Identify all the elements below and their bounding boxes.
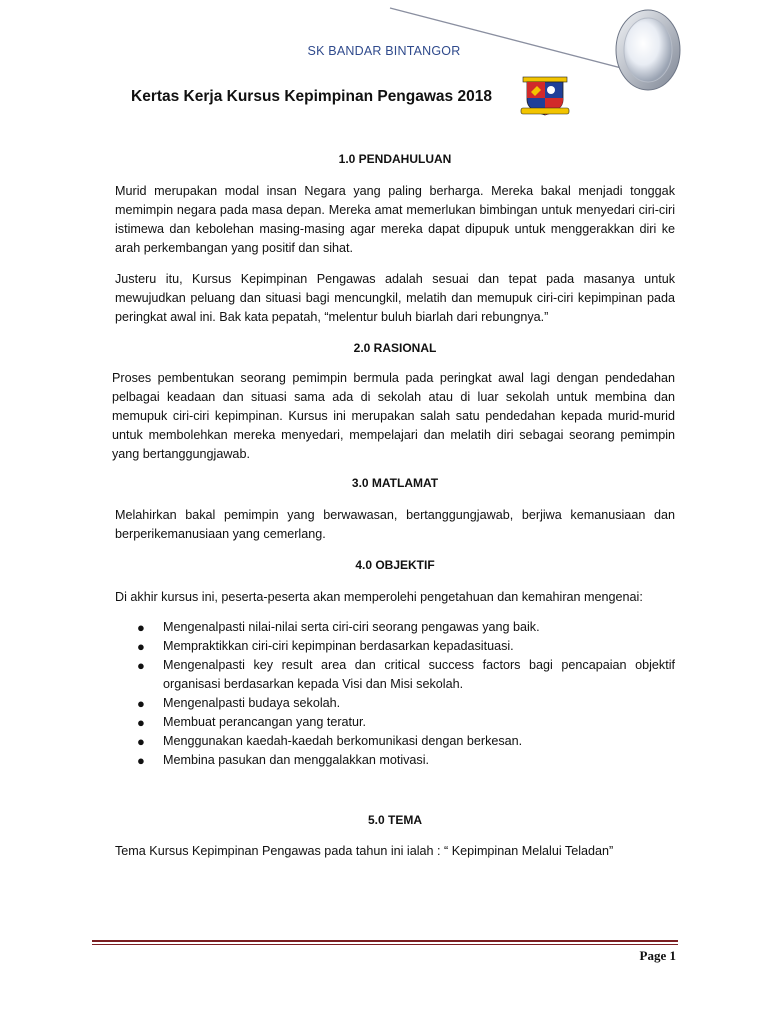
footer-divider: [92, 940, 678, 946]
paragraph-tema: Tema Kursus Kepimpinan Pengawas pada tahun ini ialah : “ Kepimpinan Melalui Teladan”: [115, 844, 614, 858]
page-number: Page 1: [639, 948, 676, 963]
objective-list: [115, 618, 675, 770]
section-heading-matlamat: 3.0 MATLAMAT: [351, 476, 439, 490]
list-item-text: Membuat perancangan yang teratur.: [163, 715, 367, 729]
section-heading-objektif: 4.0 OBJEKTIF: [355, 558, 435, 572]
bullet-icon: ●: [137, 639, 145, 654]
bullet-icon: ●: [137, 658, 145, 673]
bullet-icon: ●: [137, 715, 145, 730]
paragraph-pendahuluan-2: Justeru itu, Kursus Kepimpinan Pengawas adalah sesuai dan tepat pada masanya untuk mewujudkan peluang dan situasi bagi mencungkil, melatih dan memupuk ciri-ciri kepimpinan pada peringkat awal ini. Bak kata pepatah, “melentur buluh biarlah dari rebungnya.”: [115, 272, 675, 324]
school-name: SK BANDAR BINTANGOR: [307, 44, 461, 58]
list-item-text: Mengenalpasti budaya sekolah.: [163, 696, 341, 710]
section-heading-tema: 5.0 TEMA: [367, 813, 422, 827]
list-item: [115, 751, 675, 770]
section-heading-rasional: 2.0 RASIONAL: [353, 341, 437, 355]
section-heading-pendahuluan: 1.0 PENDAHULUAN: [338, 152, 452, 166]
list-item-text: Mengenalpasti key result area dan critical success factors bagi pencapaian objektif organisasi berdasarkan kepada Visi dan Misi sekolah.: [163, 658, 675, 691]
list-item: [115, 618, 675, 637]
list-item-text: Menggunakan kaedah-kaedah berkomunikasi dengan berkesan.: [163, 734, 523, 748]
list-item: [115, 732, 675, 751]
bullet-icon: ●: [137, 620, 145, 635]
paragraph-pendahuluan-1: Murid merupakan modal insan Negara yang paling berharga. Mereka bakal menjadi tonggak memimpin negara pada masa depan. Mereka amat memerlukan bimbingan untuk menyedari ciri-ciri istimewa dan kebolehan masing-masing agar mereka dapat dipupuk untuk menggerakkan diri ke arah perkembangan yang positif dan sihat.: [115, 184, 675, 255]
paragraph-rasional: Proses pembentukan seorang pemimpin bermula pada peringkat awal lagi dengan pendedahan pelbagai keadaan dan situasi sama ada di sekolah atau di luar sekolah untuk membina dan memupuk ciri-ciri kepimpinan. Kursus ini merupakan salah satu pendedahan kepada murid-murid untuk membolehkan mereka menyedari, mempelajari dan melatih diri sebagai seorang pemimpin yang bertanggungjawab.: [112, 371, 675, 461]
school-crest-logo: [517, 74, 573, 118]
list-item: [115, 637, 675, 656]
document-title: Kertas Kerja Kursus Kepimpinan Pengawas 2018: [131, 88, 492, 105]
list-item: [115, 656, 675, 694]
list-item: [115, 713, 675, 732]
bullet-icon: ●: [137, 696, 145, 711]
list-item-text: Membina pasukan dan menggalakkan motivasi.: [163, 753, 430, 767]
list-item-text: Mengenalpasti nilai-nilai serta ciri-ciri seorang pengawas yang baik.: [163, 620, 540, 634]
list-item: [115, 694, 675, 713]
paragraph-objektif-intro: Di akhir kursus ini, peserta-peserta akan memperolehi pengetahuan dan kemahiran mengenai:: [115, 590, 643, 604]
list-item-text: Mempraktikkan ciri-ciri kepimpinan berdasarkan kepadasituasi.: [163, 639, 514, 653]
bullet-icon: ●: [137, 753, 145, 768]
paragraph-matlamat: Melahirkan bakal pemimpin yang berwawasan, bertanggungjawab, berjiwa kemanusiaan dan berperikemanusiaan yang cemerlang.: [115, 508, 675, 541]
bullet-icon: ●: [137, 734, 145, 749]
